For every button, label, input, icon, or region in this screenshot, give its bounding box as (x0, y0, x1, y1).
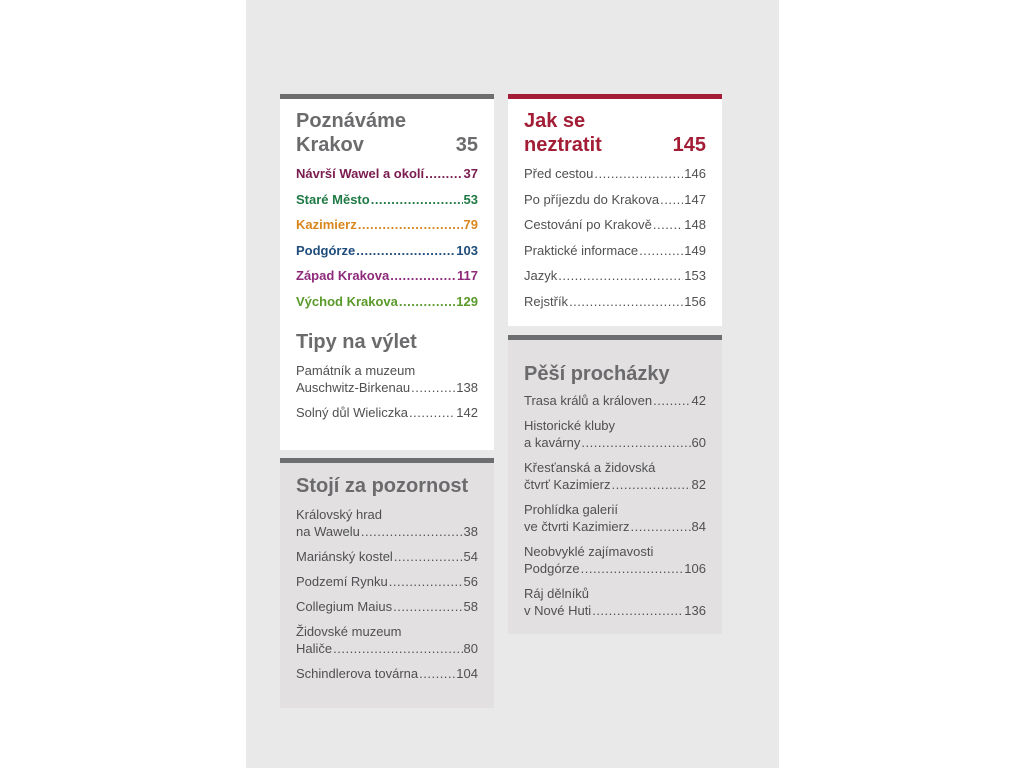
toc-entry-line1: Památník a muzeum (296, 362, 416, 378)
toc-entry[interactable] (296, 573, 478, 590)
toc-entry[interactable] (524, 543, 706, 577)
leader-dots (653, 392, 690, 409)
toc-entry[interactable] (524, 216, 706, 233)
toc-entry-page: 156 (684, 293, 706, 309)
toc-entry-page: 80 (463, 641, 478, 656)
leader-dots (558, 267, 683, 284)
toc-entry-label: Podgórze (524, 561, 580, 576)
toc-entry-label: Podzemí Rynku (296, 574, 388, 589)
toc-entry-label: Auschwitz-Birkenau (296, 379, 411, 395)
leader-dots (612, 476, 691, 493)
section-pesi (508, 340, 722, 634)
toc-entry[interactable] (296, 548, 478, 565)
toc-entry[interactable] (296, 191, 478, 208)
leader-dots (660, 191, 683, 208)
section-poznavame (280, 99, 494, 450)
toc-entry-label: Mariánský kostel (296, 549, 393, 564)
toc-entry-page: 104 (456, 666, 478, 681)
toc-entry-label: Cestování po Krakově (524, 217, 652, 232)
toc-entry[interactable] (524, 165, 706, 182)
toc-entry-label: v Nové Huti (524, 603, 592, 618)
leader-dots (581, 560, 684, 577)
pesi-title: Pěší procházky (524, 363, 670, 385)
toc-entry[interactable] (296, 267, 478, 284)
toc-entry[interactable] (524, 191, 706, 208)
toc-entry-page: 58 (463, 599, 478, 614)
leader-dots (569, 293, 683, 310)
leader-dots (371, 191, 463, 208)
section-title: Poznáváme Krakov 35 (296, 110, 478, 156)
toc-entry-page: 38 (463, 524, 478, 539)
toc-entry-page: 142 (456, 404, 478, 420)
toc-entry-page: 53 (463, 191, 478, 207)
toc-entry[interactable] (296, 242, 478, 259)
walks-list (524, 392, 706, 619)
toc-entry[interactable] (296, 216, 478, 233)
leader-dots (358, 216, 463, 233)
leader-dots (394, 548, 463, 565)
jak-page: 145 (672, 134, 706, 156)
toc-entry[interactable] (296, 293, 478, 310)
toc-entry-page: 103 (456, 242, 478, 258)
toc-entry-label: Návrší Wawel a okolí (296, 166, 425, 181)
toc-entry-page: 147 (684, 191, 706, 207)
toc-entry-label: Solný důl Wieliczka (296, 404, 408, 420)
toc-entry[interactable] (524, 501, 706, 535)
toc-entry-label: Jazyk (524, 268, 558, 283)
toc-entry-label: ve čtvrti Kazimierz (524, 519, 630, 534)
toc-entry[interactable] (524, 267, 706, 284)
toc-entry-line1: Ráj dělníků (524, 586, 590, 601)
toc-entry-page: 84 (691, 519, 706, 534)
toc-entry-label: Praktické informace (524, 242, 639, 258)
toc-entry-line1: Židovské muzeum (296, 624, 402, 639)
toc-entry-line1: Prohlídka galerií (524, 502, 618, 517)
toc-entry[interactable] (524, 242, 706, 259)
leader-dots (409, 404, 455, 421)
toc-entry[interactable] (524, 293, 706, 310)
toc-entry-label: Haliče (296, 641, 333, 656)
section-bar (508, 94, 722, 99)
toc-entry-line1: Křesťanská a židovská (524, 460, 656, 475)
toc-entry[interactable] (296, 623, 478, 657)
stoji-title: Stojí za pozornost (296, 475, 469, 497)
toc-entry-label: Collegium Maius (296, 599, 393, 614)
jak-title: Jak se neztratit 145 (524, 110, 706, 156)
toc-entry[interactable] (296, 665, 478, 682)
toc-entry-page: 106 (684, 561, 706, 576)
toc-entry-label: Staré Město (296, 191, 370, 207)
leader-dots (361, 523, 463, 540)
toc-entry[interactable] (296, 404, 478, 421)
section-page: 35 (455, 134, 478, 156)
toc-entry[interactable] (296, 598, 478, 615)
section-stoji (280, 463, 494, 708)
toc-entry-page: 136 (684, 603, 706, 618)
toc-entry-label: Kazimierz (296, 217, 357, 232)
toc-entry[interactable] (524, 417, 706, 451)
toc-entry[interactable] (296, 506, 478, 540)
toc-entry[interactable] (296, 362, 478, 396)
toc-entry-page: 37 (463, 166, 478, 181)
toc-entry-page: 82 (691, 477, 706, 492)
section-bar (508, 335, 722, 340)
toc-entry-page: 54 (463, 549, 478, 564)
toc-entry-label: Trasa králů a královen (524, 393, 653, 408)
toc-entry-page: 117 (457, 268, 478, 283)
toc-entry-label: Východ Krakova (296, 293, 398, 309)
toc-entry-label: čtvrť Kazimierz (524, 477, 611, 492)
toc-entry-label: Rejstřík (524, 293, 569, 309)
practical-list (524, 165, 706, 310)
section-jak (508, 99, 722, 326)
toc-entry-page: 148 (684, 217, 706, 232)
leader-dots (390, 267, 456, 284)
leader-dots (581, 434, 690, 451)
toc-entry-line1: Historické kluby (524, 418, 616, 433)
toc-entry-page: 149 (684, 242, 706, 258)
leader-dots (630, 518, 690, 535)
toc-entry-page: 138 (456, 379, 478, 395)
toc-entry-page: 56 (463, 574, 478, 589)
leader-dots (594, 165, 683, 182)
leader-dots (399, 293, 455, 310)
toc-entry-label: Západ Krakova (296, 268, 390, 283)
toc-entry[interactable] (524, 459, 706, 493)
toc-entry-page: 146 (684, 166, 706, 181)
leader-dots (411, 379, 455, 396)
toc-page (246, 0, 779, 768)
toc-entry-line1: Neobvyklé zajímavosti (524, 544, 654, 559)
toc-entry-label: Před cestou (524, 166, 594, 181)
leader-dots (419, 665, 455, 682)
toc-entry-label: Podgórze (296, 242, 356, 258)
leader-dots (356, 242, 455, 259)
leader-dots (592, 602, 683, 619)
district-list (296, 165, 478, 310)
trip-list (296, 362, 478, 421)
section-bar (280, 94, 494, 99)
leader-dots (653, 216, 683, 233)
leader-dots (389, 573, 463, 590)
toc-entry-page: 153 (684, 268, 706, 283)
leader-dots (333, 640, 462, 657)
toc-entry-label: na Wawelu (296, 524, 360, 539)
leader-dots (425, 165, 462, 182)
toc-entry-page: 42 (691, 393, 706, 408)
toc-entry[interactable] (524, 392, 706, 409)
tipy-title: Tipy na výlet (296, 330, 417, 353)
toc-entry-page: 60 (691, 435, 706, 450)
toc-entry-line1: Královský hrad (296, 507, 382, 522)
toc-entry-label: a kavárny (524, 435, 581, 450)
toc-entry-label: Schindlerova továrna (296, 666, 419, 681)
toc-entry-page: 129 (456, 293, 478, 309)
toc-entry-label: Po příjezdu do Krakova (524, 191, 660, 207)
toc-entry[interactable] (524, 585, 706, 619)
sights-list (296, 506, 478, 682)
leader-dots (393, 598, 462, 615)
toc-entry[interactable] (296, 165, 478, 182)
section-bar (280, 458, 494, 463)
leader-dots (639, 242, 683, 259)
toc-entry-page: 79 (463, 217, 478, 232)
